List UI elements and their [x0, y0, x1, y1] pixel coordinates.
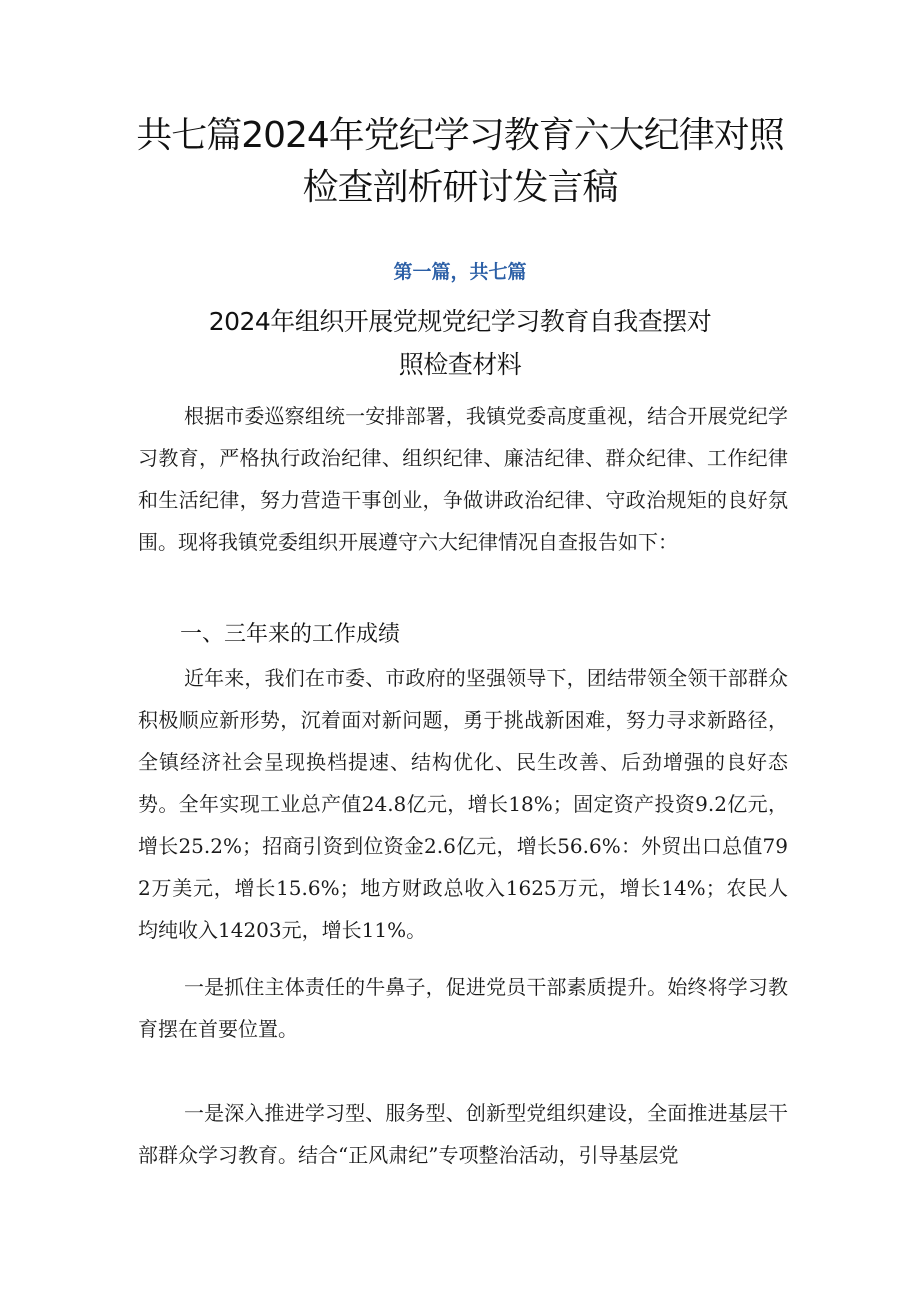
section-heading-achievements: 一、三年来的工作成绩: [180, 622, 401, 647]
document-title-line2: 检查剖析研讨发言稿: [302, 167, 618, 208]
chapter-label: 第一篇，共七篇: [393, 261, 527, 283]
responsibility-paragraph: 一是抓住主体责任的牛鼻子，促进党员干部素质提升。始终将学习教育摆在首要位置。: [138, 975, 788, 1041]
achievements-paragraph: 近年来，我们在市委、市政府的坚强领导下，团结带领全领干部群众积极顺应新形势，沉着面对新问题，勇于挑战新困难，努力寻求新路径，全镇经济社会呈现换档提速、结构优化、民生改善、后劲增强的良好态势。全年实现工业总产值24.8亿元，增长18%；固定资产投资9.2亿元，增长25.2%；招商引资到位资金2.6亿元，增长56.6%：外贸出口总值792万美元，增长15.6%；地方财政总收入1625万元，增长14%；农民人均纯收入14203元，增长11%。: [138, 666, 788, 942]
section-title-line2: 照检查材料: [398, 350, 522, 379]
section-title-line1: 2024年组织开展党规党纪学习教育自我查摆对: [208, 307, 712, 336]
intro-paragraph: 根据市委巡察组统一安排部署，我镇党委高度重视，结合开展党纪学习教育，严格执行政治纪律、组织纪律、廉洁纪律、群众纪律、工作纪律和生活纪律，努力营造干事创业，争做讲政治纪律、守政治规矩的良好氛围。现将我镇党委组织开展遵守六大纪律情况自查报告如下：: [138, 404, 788, 554]
document-title-line1: 共七篇2024年党纪学习教育六大纪律对照: [136, 115, 784, 156]
party-building-paragraph: 一是深入推进学习型、服务型、创新型党组织建设，全面推进基层干部群众学习教育。结合“正风肃纪”专项整治活动，引导基层党: [138, 1101, 788, 1167]
